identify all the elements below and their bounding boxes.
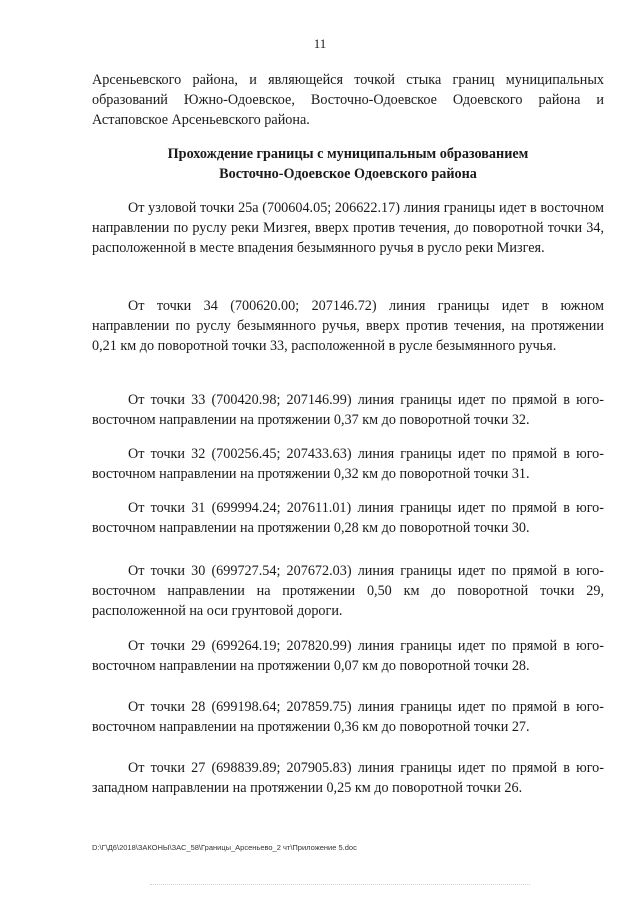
boundary-paragraph-5: От точки 31 (699994.24; 207611.01) линия границы идет по прямой в юго-восточном направлении на протяжении 0,28 км до поворотной точки 30. [92, 500, 604, 536]
boundary-paragraph-8: От точки 28 (699198.64; 207859.75) линия границы идет по прямой в юго-восточном направлении на протяжении 0,36 км до поворотной точки 27. [92, 699, 604, 735]
section-heading [92, 144, 604, 184]
boundary-paragraph-3: От точки 33 (700420.98; 207146.99) линия границы идет по прямой в юго-восточном направлении на протяжении 0,37 км до поворотной точки 32. [92, 392, 604, 428]
footer-file-path: D:\Г\Д6\2018\ЗАКОНЫ\ЗАС_58\Границы_Арсеньево_2 чт\Приложение 5.doc [92, 843, 357, 852]
boundary-paragraph-7: От точки 29 (699264.19; 207820.99) линия границы идет по прямой в юго-восточном направлении на протяжении 0,07 км до поворотной точки 28. [92, 638, 604, 674]
boundary-paragraph-6: От точки 30 (699727.54; 207672.03) линия границы идет по прямой в юго-восточном направлении на протяжении 0,50 км до поворотной точки 29, расположенной на оси грунтовой дороги. [92, 563, 604, 619]
scan-artifact-line [150, 884, 530, 888]
boundary-paragraph-4: От точки 32 (700256.45; 207433.63) линия границы идет по прямой в юго-восточном направлении на протяжении 0,32 км до поворотной точки 31. [92, 446, 604, 482]
page-number: 11 [313, 36, 327, 51]
continuation-paragraph: Арсеньевского района, и являющейся точкой стыка границ муниципальных образований Южно-Одоевское, Восточно-Одоевское Одоевского района и Астаповское Арсеньевского района. [92, 72, 604, 128]
section-heading-line-2: Восточно-Одоевское Одоевского района [219, 166, 477, 182]
boundary-paragraph-2: От точки 34 (700620.00; 207146.72) линия границы идет в южном направлении по руслу безымянного ручья, вверх против течения, на протяжении 0,21 км до поворотной точки 33, расположенной в русле безымянного ручья. [92, 298, 604, 354]
section-heading-line-1: Прохождение границы с муниципальным образованием [167, 146, 529, 162]
boundary-paragraph-9: От точки 27 (698839.89; 207905.83) линия границы идет по прямой в юго-западном направлении на протяжении 0,25 км до поворотной точки 26. [92, 760, 604, 796]
boundary-paragraph-1: От узловой точки 25а (700604.05; 206622.17) линия границы идет в восточном направлении по руслу реки Мизгея, вверх против течения, до поворотной точки 34, расположенной в месте впадения безымянного ручья в русло реки Мизгея. [92, 200, 604, 256]
